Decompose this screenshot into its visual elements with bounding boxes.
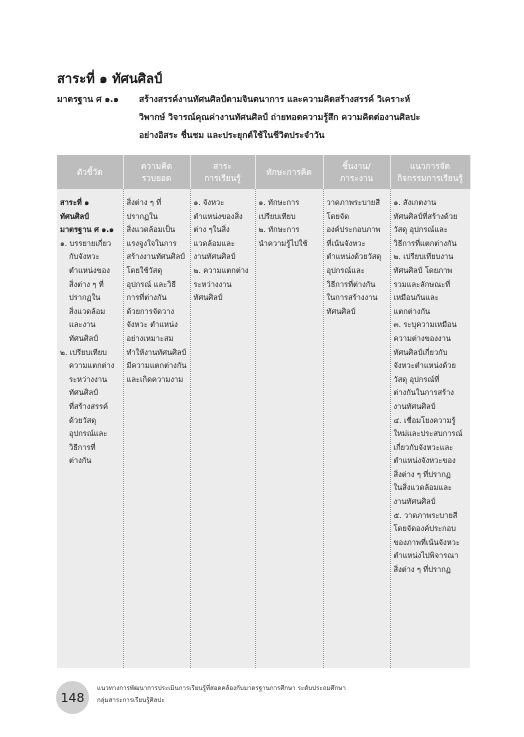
standard-block [57,91,477,145]
cell-line: ต่าง ๆในสิ่ง [193,225,230,235]
cell-line: ในการสร้างงาน [326,293,378,303]
cell-line: รวมและลักษณะที่ [393,279,451,289]
standard-label: มาตรฐาน ศ ๑.๑ [57,95,119,105]
cell-line: ตำแหน่งของสิ่ง [193,211,243,221]
table-row [57,189,470,668]
cell-line: อย่างเหมาะสม [126,333,174,343]
cell-line: โดยใช้วัสดุ [126,265,163,275]
page-number: 148 [56,681,89,714]
header-line: สาระ [213,161,232,171]
header-workpieces [323,155,390,189]
cell-line: สิ่งต่าง ๆ ที่ปรากฏ [393,565,451,575]
cell-line: อุปกรณ์และ [69,429,108,439]
cell-line: สิ่งแวดล้อม [69,306,106,316]
cell-line: ความต่างของงาน [393,333,451,343]
cell-line: วัสดุ อุปกรณ์ที่ [393,374,440,384]
cell-line: ๑. ทักษะการ [258,198,300,207]
cell-line: ๑. สังเกตงาน [393,198,437,207]
cell-line: แวดล้อมและ [193,238,235,248]
cell-line: ๒. ทักษะการ [258,225,300,235]
header-concept [123,155,190,189]
cell-line: สิ่งแวดล้อมเป็น [126,225,176,235]
cell-line: ที่เน้นจังหวะ [326,238,366,248]
cell-line: งานทัศนศิลป์ [393,497,436,507]
cell-line: ๔. เชื่อมโยงความรู้ [393,415,456,425]
cell-line: วัสดุ อุปกรณ์และ [393,225,448,235]
footer-line: แนวทางการพัฒนาการประเมินการเรียนรู้ที่สอดคล้องกับมาตรฐานการศึกษา ระดับประถมศึกษา [97,685,346,692]
cell-line: ๑. บรรยายเกี่ยว [60,238,112,248]
standard-line: อย่างอิสระ ชื่นชม และประยุกต์ใช้ในชีวิตประจำวัน [139,131,325,141]
footer-line: กลุ่มสาระการเรียนรู้ศิลปะ [97,697,165,704]
cell-line: วาดภาพระบายสี [326,198,380,207]
cell-line: สิ่งต่าง ๆ ที่ปรากฏ [393,469,451,479]
cell-line: อุปกรณ์ และวิธี [126,279,176,289]
cell-line: จังหวะ ตำแหน่ง [126,320,178,330]
cell-line: ต่างกันในการสร้าง [393,388,454,398]
cell-line: แรงจูงใจในการ [126,238,177,248]
cell-workpieces [323,189,390,668]
header-indicators [57,155,123,189]
header-line: ทักษะการคิด [266,167,312,177]
standard-line: สร้างสรรค์งานทัศนศิลป์ตามจินตนาการ และความคิดสร้างสรรค์ วิเคราะห์ [139,95,411,105]
header-line: รวบยอด [141,173,172,183]
cell-line: จังหวะตำแหน่งด้วย [393,361,456,371]
cell-line: นำความรู้ไปใช้ [258,238,308,248]
cell-line: องค์ประกอบภาพ [326,225,381,235]
cell-line: งานทัศนศิลป์ [193,252,236,262]
cell-line: วิธีการที่แตกต่างกัน [393,238,457,248]
header-line: ชิ้นงาน/ [342,161,371,171]
cell-line: เกี่ยวกับจังหวะและ [393,442,454,452]
header-thinking-skills [255,155,323,189]
cell-line: ๒. ความแตกต่าง [193,265,249,275]
header-line: ตัวชี้วัด [76,167,103,177]
cell-line: โดยจัด [326,211,350,221]
cell-line: และเกิดความงาม [126,374,184,384]
cell-indicators [57,189,123,668]
header-line: การเรียนรู้ [204,173,241,183]
cell-line: ทัศนศิลป์ โดยภาพ [393,265,453,275]
section-heading: สาระที่ ๑ ทัศนศิลป์ [57,72,163,87]
cell-line: ๒. เปรียบเทียบ [60,347,107,357]
header-activities [390,155,470,189]
cell-line: ของภาพที่เน้นจังหวะ [393,537,460,547]
cell-line: ตำแหน่งจังหวะของ [393,456,456,466]
cell-line: ทัศนศิลป์ [69,388,98,398]
cell-line: ต่างกัน [69,456,92,466]
cell-line: การที่ต่างกัน [126,293,167,303]
cell-line: และงาน [69,320,96,330]
cell-line: ความแตกต่าง [69,361,115,371]
cell-line: โดยจัดองค์ประกอบ [393,524,456,534]
cell-line: สิ่งต่าง ๆ ที่ [69,279,104,289]
cell-line: มีความแตกต่างกัน [126,361,187,371]
cell-line: ตำแหน่งด้วยวัสดุ [326,252,382,262]
cell-line: งานทัศนศิลป์ [393,401,436,411]
cell-line: ๒. เปรียบเทียบงาน [393,252,454,262]
cell-line: ตำแหน่งของ [69,265,110,275]
cell-line: ๓. ระบุความเหมือน [393,320,457,330]
cell-line: ที่สร้างสรรค์ [69,401,109,411]
cell-line: ตำแหน่งไปพิจารณา [393,551,459,561]
cell-line: เหมือนกันและ [393,293,439,303]
cell-line: ทัศนศิลป์เกี่ยวกับ [393,347,448,357]
cell-line: ปรากฏใน [126,211,158,221]
cell-line: สร้างงานทัศนศิลป์ [126,252,185,262]
cell-line: ระหว่างงาน [69,374,108,384]
cell-line: วิธีการที่ต่างกัน [326,279,376,289]
cell-line: มาตรฐาน ศ ๑.๑ [60,225,114,235]
cell-line: ทัศนศิลป์ [326,306,356,316]
cell-line: สิ่งต่าง ๆ ที่ [126,198,162,207]
header-line: กิจกรรมการเรียนรู้ [397,173,463,183]
cell-thinking-skills [255,189,323,668]
cell-line: ปรากฏใน [69,293,101,303]
cell-line: อุปกรณ์และ [326,265,365,275]
header-learning-content [190,155,255,189]
cell-line: วิธีการที่ [69,442,96,452]
header-line: ภาระงาน [339,173,374,183]
cell-line: ๑. จังหวะ [193,198,225,207]
curriculum-table [57,155,471,668]
cell-line: ทัศนศิลป์ [69,333,98,343]
cell-line: เปรียบเทียบ [258,211,296,221]
standard-text [139,91,477,145]
cell-line: แตกต่างกัน [393,306,431,316]
cell-line: ทัศนศิลป์ [60,211,89,221]
cell-line: ๕. วาดภาพระบายสี [393,510,458,520]
header-line: แนวการจัด [409,161,451,171]
table-header-row [57,155,470,189]
footer-text [97,683,346,707]
cell-activities [390,189,470,668]
cell-line: ทำให้งานทัศนศิลป์ [126,347,187,357]
cell-line: ด้วยการจัดวาง [126,306,175,316]
standard-line: วิพากษ์ วิจารณ์คุณค่างานทัศนศิลป์ ถ่ายทอดความรู้สึก ความคิดต่องานศิลปะ [139,113,421,123]
cell-line: สาระที่ ๑ [60,198,90,207]
cell-learning-content [190,189,255,668]
header-line: ความคิด [140,161,173,171]
cell-line: ทัศนศิลป์ที่สร้างด้วย [393,211,458,221]
cell-line: ใหม่และประสบการณ์ [393,429,463,439]
cell-line: ด้วยวัสดุ [69,415,97,425]
cell-line: ระหว่างงาน [193,279,232,289]
cell-line: กับจังหวะ [69,252,100,262]
cell-line: ทัศนศิลป์ [193,293,223,303]
cell-line: ในสิ่งแวดล้อมและ [393,483,452,493]
cell-concept [123,189,190,668]
